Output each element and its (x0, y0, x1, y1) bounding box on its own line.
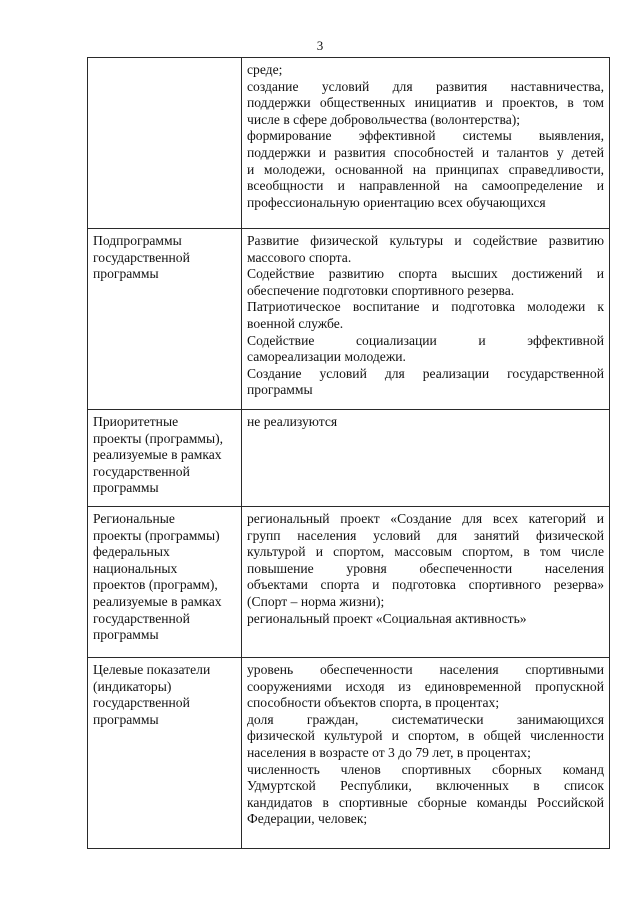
row-label-cell (88, 58, 242, 229)
row-content-cell (242, 410, 610, 507)
content-line: Содействие развитию спорта высших достижений и (247, 266, 604, 282)
content-line: Развитие физической культуры и содействие развитию (247, 233, 604, 248)
row-label-line: реализуемые в рамках (93, 593, 222, 609)
content-line: объектами спорта и подготовка спортивного резерва» (247, 577, 604, 593)
content-line: всеобщности и направленной на самоопределение и (247, 178, 604, 194)
content-line: программы (247, 382, 313, 398)
row-label-line: Подпрограммы (93, 233, 182, 248)
content-line: Федерации, человек; (247, 811, 368, 827)
row-content-cell (242, 229, 610, 410)
row-label-line: программы (93, 480, 159, 496)
content-line: численность членов спортивных сборных команд (247, 761, 604, 777)
content-line: Создание условий для реализации государственной (247, 365, 604, 381)
content-line: не реализуются (247, 414, 338, 429)
content-line: уровень обеспеченности населения спортивными (247, 662, 604, 677)
content-line: военной службе. (247, 315, 344, 331)
row-label-line: проекты (программы) (93, 527, 220, 543)
row-label-line: государственной (93, 610, 190, 626)
row-label-line: (индикаторы) (93, 678, 172, 694)
row-content-cell (242, 658, 610, 849)
table-row (88, 229, 610, 410)
content-line: культурой и спортом, массовым спортом, в том числе (247, 544, 604, 560)
content-line: населения в возрасте от 3 до 79 лет, в процентах; (247, 744, 531, 760)
content-line: и молодежи, основанной на принципах справедливости, (247, 161, 604, 177)
content-line: доля граждан, систематически занимающихся (247, 711, 604, 727)
row-label-cell (88, 507, 242, 658)
content-line: формирование эффективной системы выявления, (247, 128, 604, 144)
row-label-line: государственной (93, 249, 190, 265)
program-passport-table (87, 57, 610, 849)
content-line: Патриотическое воспитание и подготовка молодежи к (247, 299, 604, 315)
content-line: массового спорта. (247, 249, 352, 265)
row-label-cell (88, 658, 242, 849)
row-label-cell (88, 229, 242, 410)
table-row (88, 507, 610, 658)
row-label-line: национальных (93, 560, 178, 576)
row-content-cell (242, 507, 610, 658)
content-line: профессиональную ориентацию всех обучающихся (247, 194, 546, 210)
content-line: создание условий для развития наставничества, (247, 78, 604, 94)
content-line: Содействие социализации и эффективной (247, 332, 604, 348)
row-label-line: государственной (93, 695, 190, 711)
row-label-line: федеральных (93, 544, 170, 560)
content-line: кандидатов в спортивные сборные команды Российской (247, 794, 604, 810)
table-row (88, 58, 610, 229)
content-line: групп населения условий для занятий физической (247, 527, 604, 543)
content-line: физической культурой и спортом, в общей численности (247, 728, 604, 744)
row-label-line: проектов (программ), (93, 577, 218, 593)
row-label-line: программы (93, 266, 159, 282)
row-label-cell (88, 410, 242, 507)
table-row (88, 410, 610, 507)
row-label-line: реализуемые в рамках (93, 447, 222, 463)
row-label-line: программы (93, 711, 159, 727)
content-line: самореализации молодежи. (247, 349, 406, 365)
content-line: числе в сфере добровольчества (волонтерства); (247, 111, 521, 127)
content-line: региональный проект «Социальная активность» (247, 610, 527, 626)
row-content-cell (242, 58, 610, 229)
row-label-line: Целевые показатели (93, 662, 211, 677)
content-line: среде; (247, 62, 283, 77)
row-label-line: Приоритетные (93, 414, 179, 429)
row-label-line: государственной (93, 463, 190, 479)
page-number: 3 (316, 38, 324, 53)
content-line: поддержки общественных инициатив и проектов, в том (247, 95, 604, 111)
row-label-line: программы (93, 627, 159, 643)
row-label-line: проекты (программы), (93, 430, 224, 446)
content-line: (Спорт – норма жизни); (247, 593, 385, 609)
row-label-line: Региональные (93, 511, 175, 526)
content-line: сооружениями исходя из единовременной пропускной (247, 678, 604, 694)
content-line: способности объектов спорта, в процентах; (247, 695, 500, 711)
content-line: региональный проект «Создание для всех категорий и (247, 511, 604, 526)
content-line: обеспечение подготовки спортивного резерва. (247, 282, 515, 298)
content-line: поддержки и развития способностей и талантов у детей (247, 144, 604, 160)
table-row (88, 658, 610, 849)
content-line: повышение уровня обеспеченности населения (247, 560, 604, 576)
content-line: Удмуртской Республики, включенных в список (247, 778, 604, 794)
